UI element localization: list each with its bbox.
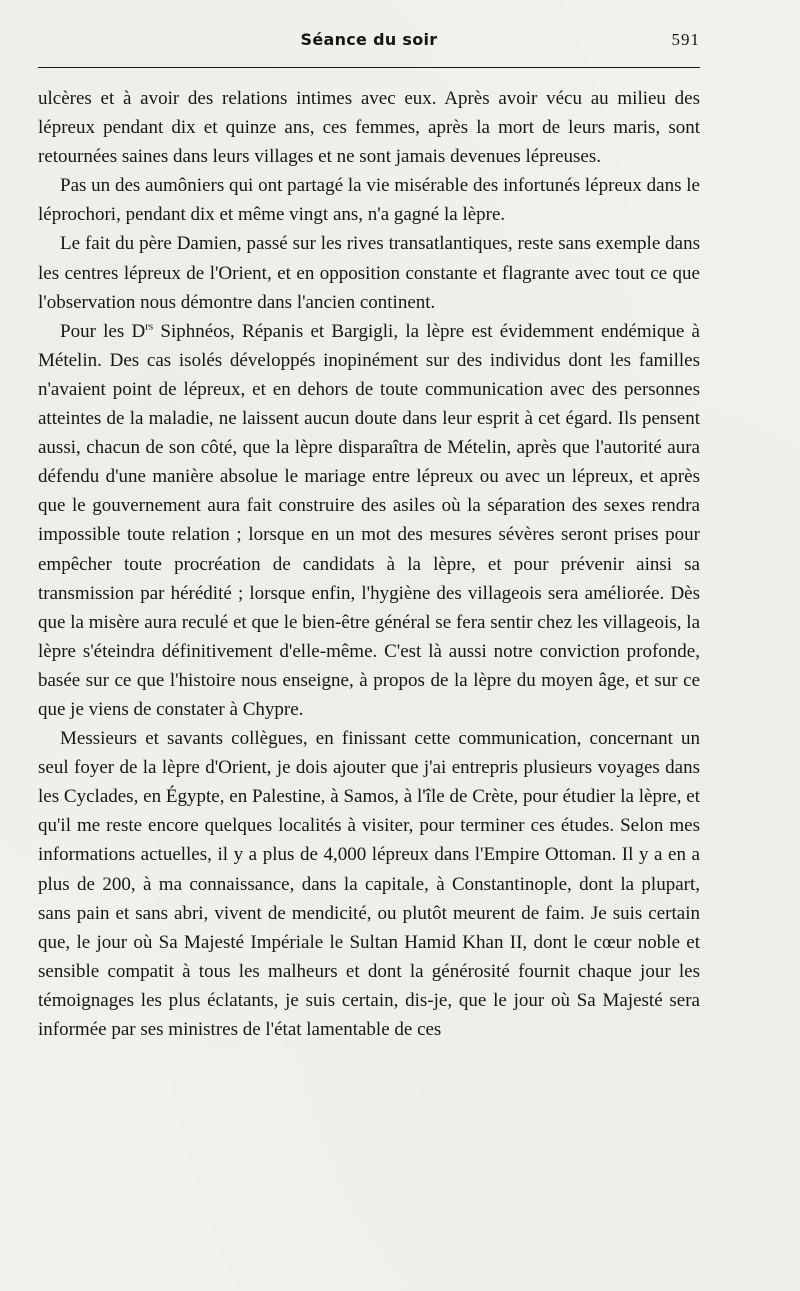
running-head: Séance du soir (300, 30, 438, 49)
paragraph-messieurs: Messieurs et savants collègues, en finissant cette communication, concernant un seul foyer de la lèpre d'Orient, je dois ajouter que j'ai entrepris plusieurs voyages dans les Cyclades, en Égypte, en Palestine, à Samos, à l'île de Crète, pour étudier la lèpre, et qu'il me reste encore quelques localités à visiter, pour terminer ces études. Selon mes informations actuelles, il y a plus de 4,000 lépreux dans l'Empire Ottoman. Il y a en a plus de 200, à ma connaissance, dans la capitale, à Constantinople, dont la plupart, sans pain et sans abri, vivent de mendicité, ou plutôt meurent de faim. Je suis certain que, le jour où Sa Majesté Impériale le Sultan Hamid Khan II, dont le cœur noble et sensible compatit à tous les malheurs et dont la générosité fournit chaque jour les témoignages les plus éclatants, je suis certain, dis-je, que le jour où Sa Majesté sera informée par ses ministres de l'état lamentable de ces (38, 728, 700, 1040)
paragraph-aumoniers: Pas un des aumôniers qui ont partagé la vie misérable des infortunés lépreux dans le léprochori, pendant dix et même vingt ans, n'a gagné la lèpre. (38, 175, 700, 226)
doctors-superscript: rs (145, 320, 154, 333)
paragraph-pere-damien: Le fait du père Damien, passé sur les rives transatlantiques, reste sans exemple dans les centres lépreux de l'Orient, et en opposition constante et flagrante avec tout ce que l'observation nous démontre dans l'ancien continent. (38, 233, 700, 313)
paragraph-doctors-rest: Siphnéos, Répanis et Bargigli, la lèpre est évidemment endémique à Mételin. Des cas isolés développés inopinément sur des individus dont les familles n'avaient point de lépreux, et en dehors de toute communication avec des personnes atteintes de la maladie, ne laissent aucun doute dans leur esprit à cet égard. Ils pensent aussi, chacun de son côté, que la lèpre disparaîtra de Mételin, après que l'autorité aura défendu d'une manière absolue le mariage entre lépreux ou avec un lépreux, et après que le gouvernement aura fait construire des asiles où la séparation des sexes rendra impossible toute relation ; lorsque en un mot des mesures sévères seront prises pour empêcher toute procréation de candidats à la lèpre, et pour prévenir ainsi sa transmission par hérédité ; lorsque enfin, l'hygiène des villageois sera améliorée. Dès que la misère aura reculé et que le bien-être général se fera sentir chez les villageois, la lèpre s'éteindra définitivement d'elle-même. C'est là aussi notre conviction profonde, basée sur ce que l'histoire nous enseigne, à propos de la lèpre du moyen âge, et sur ce que je viens de constater à Chypre. (38, 320, 700, 720)
body-text (38, 84, 700, 1044)
paragraph-doctors (38, 317, 700, 724)
page-number: 591 (671, 30, 700, 49)
paragraph-continuation: ulcères et à avoir des relations intimes avec eux. Après avoir vécu au milieu des lépreux pendant dix et quinze ans, ces femmes, après la mort de leurs maris, sont retournées saines dans leurs villages et ne sont jamais devenues lépreuses. (38, 88, 700, 168)
page-header (38, 30, 700, 56)
header-rule (38, 67, 700, 68)
paragraph-doctors-start: Pour les D (60, 320, 146, 342)
